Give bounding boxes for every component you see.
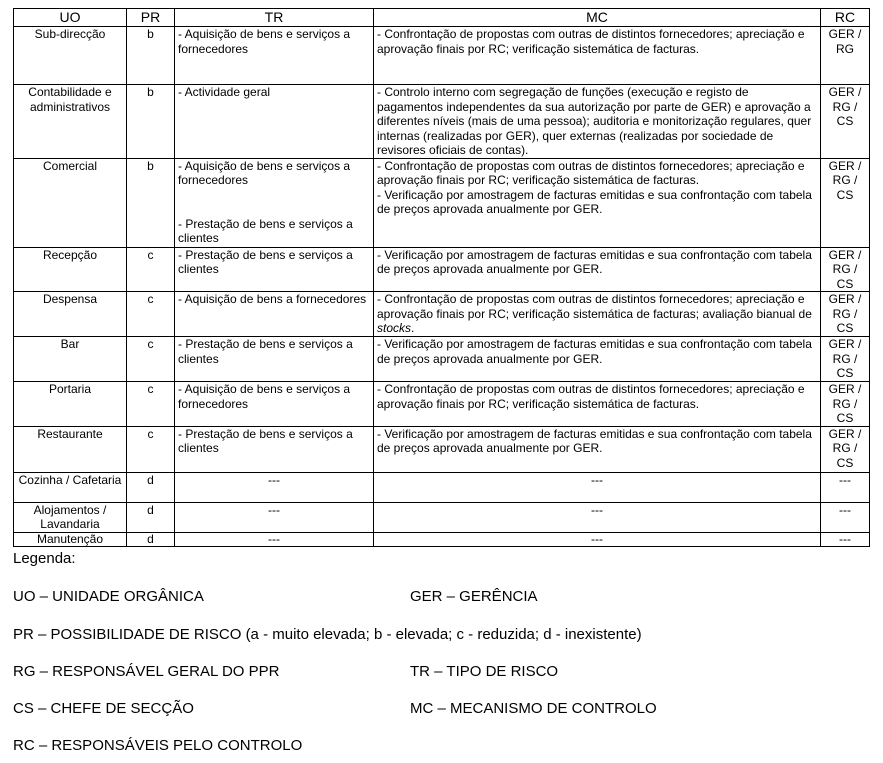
legend-item-rc: RC – RESPONSÁVEIS PELO CONTROLO xyxy=(13,737,303,754)
mc-cell xyxy=(374,85,821,159)
uo-cell: Comercial xyxy=(14,158,127,247)
mc-empty: --- xyxy=(591,472,603,487)
tr-empty: --- xyxy=(268,472,280,487)
tr-item: - Prestação de bens e serviços a clientes xyxy=(178,216,353,245)
uo-cell: Cozinha / Cafetaria xyxy=(14,472,127,502)
mc-cell xyxy=(374,532,821,546)
mc-text-end: . xyxy=(411,321,415,335)
tr-cell xyxy=(175,502,374,532)
uo-cell: Restaurante xyxy=(14,426,127,472)
pr-cell: c xyxy=(127,382,175,427)
pr-cell: d xyxy=(127,532,175,546)
table-row xyxy=(14,85,870,159)
table-row xyxy=(14,247,870,292)
table-row xyxy=(14,382,870,427)
legend-item-rg: RG – RESPONSÁVEL GERAL DO PPR xyxy=(13,663,280,680)
rc-cell: --- xyxy=(821,472,870,502)
mc-cell xyxy=(374,158,821,247)
header-mc: MC xyxy=(374,9,821,27)
table-row xyxy=(14,292,870,337)
uo-cell: Portaria xyxy=(14,382,127,427)
rc-cell: GER / RG xyxy=(821,27,870,85)
mc-item: - Controlo interno com segregação de funções (execução e registo de pagamentos independentes da sua autorização por parte de GER) e aprovação a diferentes níveis (mais de uma pessoa); auditoria e monitorização regulares, quer internas (realizadas por GER), quer externas (realizadas por sociedade de revisores oficiais de contas). xyxy=(377,85,812,157)
pr-cell: d xyxy=(127,502,175,532)
pr-cell: b xyxy=(127,85,175,159)
legend-item-pr: PR – POSSIBILIDADE DE RISCO (a - muito elevada; b - elevada; c - reduzida; d - inexistente) xyxy=(13,626,642,643)
rc-cell: GER / RG / CS xyxy=(821,85,870,159)
mc-empty: --- xyxy=(591,502,603,517)
header-uo: UO xyxy=(14,9,127,27)
legend-item-cs: CS – CHEFE DE SECÇÃO xyxy=(13,700,194,717)
uo-cell: Alojamentos / Lavandaria xyxy=(14,502,127,532)
tr-cell xyxy=(175,85,374,159)
pr-cell: c xyxy=(127,426,175,472)
table-row xyxy=(14,27,870,85)
tr-cell xyxy=(175,426,374,472)
rc-cell: GER / RG / CS xyxy=(821,158,870,247)
table-row xyxy=(14,502,870,532)
uo-cell: Recepção xyxy=(14,247,127,292)
legend-item-ger: GER – GERÊNCIA xyxy=(410,588,538,605)
mc-empty: --- xyxy=(591,531,603,546)
tr-cell xyxy=(175,337,374,382)
rc-cell: GER / RG / CS xyxy=(821,337,870,382)
pr-cell: c xyxy=(127,247,175,292)
tr-cell xyxy=(175,27,374,85)
header-pr: PR xyxy=(127,9,175,27)
rc-cell: --- xyxy=(821,502,870,532)
tr-cell xyxy=(175,382,374,427)
tr-item: - Prestação de bens e serviços a clientes xyxy=(178,247,353,276)
table-row xyxy=(14,158,870,247)
tr-cell xyxy=(175,158,374,247)
mc-cell xyxy=(374,472,821,502)
tr-item: - Aquisição de bens e serviços a fornecedores xyxy=(178,382,351,411)
rc-cell: GER / RG / CS xyxy=(821,292,870,337)
rc-cell: --- xyxy=(821,532,870,546)
mc-item: - Confrontação de propostas com outras de distintos fornecedores; apreciação e aprovação finais por RC; verificação sistemática de facturas. xyxy=(377,27,805,56)
legend-item-tr: TR – TIPO DE RISCO xyxy=(410,663,559,680)
mc-item: - Verificação por amostragem de facturas emitidas e sua confrontação com tabela de preços aprovada anualmente por GER. xyxy=(377,337,812,366)
mc-emphasis: stocks xyxy=(377,321,412,335)
table-row xyxy=(14,337,870,382)
pr-cell: c xyxy=(127,292,175,337)
mc-item: - Verificação por amostragem de facturas emitidas e sua confrontação com tabela de preços aprovada anualmente por GER. xyxy=(377,187,812,216)
mc-cell xyxy=(374,27,821,85)
table-row xyxy=(14,532,870,546)
table-row xyxy=(14,426,870,472)
tr-spacer xyxy=(178,188,370,217)
mc-text: - Confrontação de propostas com outras de distintos fornecedores; apreciação e aprovação finais por RC; verificação sistemática de facturas; avaliação bianual de xyxy=(377,292,812,321)
uo-cell: Contabilidade e administrativos xyxy=(14,85,127,159)
table-header-row xyxy=(14,9,870,27)
risk-control-table xyxy=(13,8,870,547)
tr-cell xyxy=(175,292,374,337)
pr-cell: d xyxy=(127,472,175,502)
tr-item: - Prestação de bens e serviços a clientes xyxy=(178,426,353,455)
table-row xyxy=(14,472,870,502)
uo-cell: Despensa xyxy=(14,292,127,337)
legend-title: Legenda: xyxy=(13,550,76,567)
tr-cell xyxy=(175,247,374,292)
legend-item-mc: MC – MECANISMO DE CONTROLO xyxy=(410,700,657,717)
uo-cell: Bar xyxy=(14,337,127,382)
mc-cell xyxy=(374,382,821,427)
mc-item: - Verificação por amostragem de facturas emitidas e sua confrontação com tabela de preços aprovada anualmente por GER. xyxy=(377,247,812,276)
tr-item: - Aquisição de bens a fornecedores xyxy=(178,292,367,306)
pr-cell: b xyxy=(127,27,175,85)
rc-cell: GER / RG / CS xyxy=(821,247,870,292)
tr-item: - Aquisição de bens e serviços a fornecedores xyxy=(178,27,351,56)
mc-item: - Confrontação de propostas com outras de distintos fornecedores; apreciação e aprovação finais por RC; verificação sistemática de facturas. xyxy=(377,158,805,187)
mc-item: - Confrontação de propostas com outras de distintos fornecedores; apreciação e aprovação finais por RC; verificação sistemática de facturas. xyxy=(377,382,805,411)
pr-cell: b xyxy=(127,158,175,247)
mc-cell xyxy=(374,292,821,337)
tr-empty: --- xyxy=(268,531,280,546)
tr-cell xyxy=(175,472,374,502)
mc-cell xyxy=(374,426,821,472)
mc-cell xyxy=(374,247,821,292)
mc-cell xyxy=(374,337,821,382)
rc-cell: GER / RG / CS xyxy=(821,426,870,472)
header-rc: RC xyxy=(821,9,870,27)
uo-cell: Manutenção xyxy=(14,532,127,546)
tr-item: - Aquisição de bens e serviços a fornecedores xyxy=(178,158,351,187)
rc-cell: GER / RG / CS xyxy=(821,382,870,427)
tr-item: - Prestação de bens e serviços a clientes xyxy=(178,337,353,366)
header-tr: TR xyxy=(175,9,374,27)
mc-item xyxy=(377,292,817,336)
legend-item-uo: UO – UNIDADE ORGÂNICA xyxy=(13,588,204,605)
tr-item: - Actividade geral xyxy=(178,85,271,99)
tr-empty: --- xyxy=(268,502,280,517)
uo-cell: Sub-direcção xyxy=(14,27,127,85)
mc-item: - Verificação por amostragem de facturas emitidas e sua confrontação com tabela de preços aprovada anualmente por GER. xyxy=(377,426,812,455)
tr-cell xyxy=(175,532,374,546)
mc-cell xyxy=(374,502,821,532)
pr-cell: c xyxy=(127,337,175,382)
